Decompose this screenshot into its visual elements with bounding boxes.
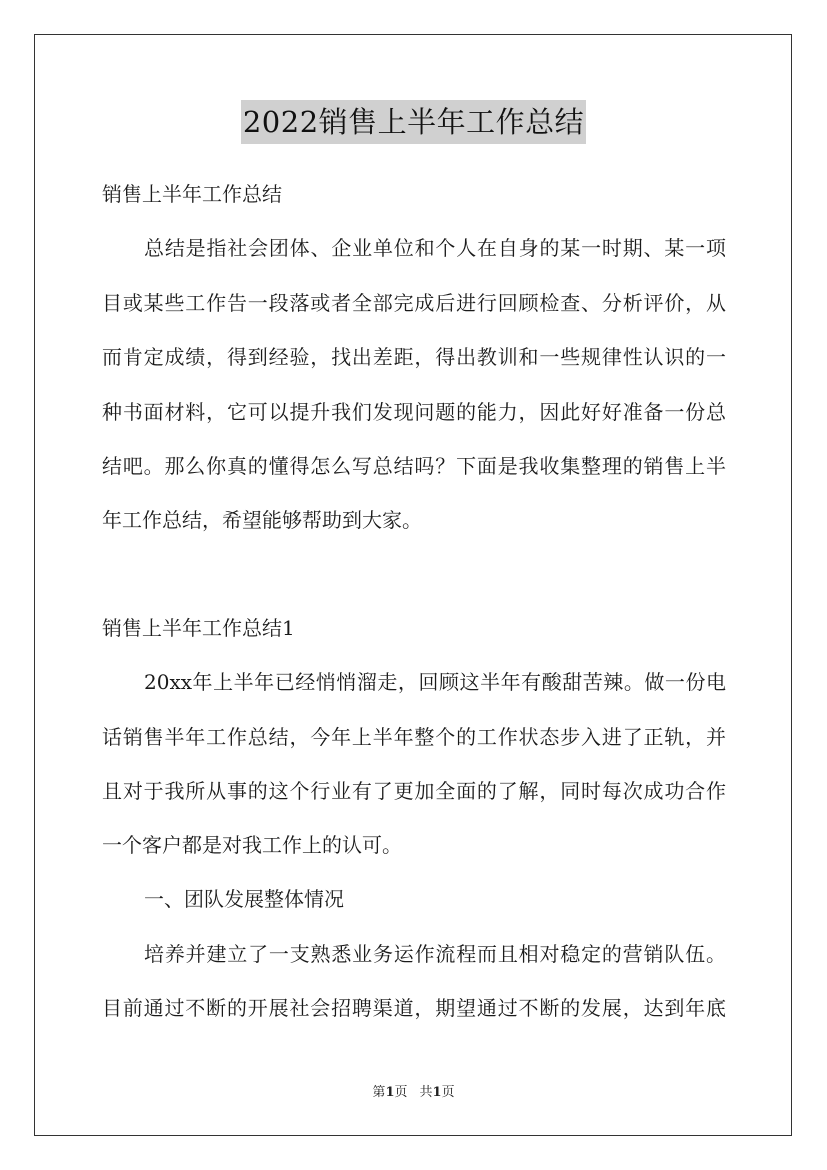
page-suffix: 页 <box>394 1085 408 1100</box>
intro-line: 总结是指社会团体、企业单位和个人在自身的某一时期、某一项 <box>144 236 726 260</box>
intro-line: 结吧。那么你真的懂得怎么写总结吗？下面是我收集整理的销售上半 <box>102 454 726 478</box>
total-prefix: 共 <box>419 1085 433 1100</box>
section-line: 话销售半年工作总结，今年上半年整个的工作状态步入进了正轨，并 <box>102 725 726 749</box>
document-title: 2022销售上半年工作总结 <box>241 100 586 144</box>
section-heading: 一、团队发展整体情况 <box>144 887 344 911</box>
page-footer <box>0 1084 827 1102</box>
intro-line: 目或某些工作告一段落或者全部完成后进行回顾检查、分析评价，从 <box>102 291 726 315</box>
total-suffix: 页 <box>441 1085 455 1100</box>
page-prefix: 第 <box>372 1085 386 1100</box>
document-subtitle: 销售上半年工作总结 <box>102 182 282 206</box>
total-number: 1 <box>432 1085 442 1100</box>
section-line: 目前通过不断的开展社会招聘渠道，期望通过不断的发展，达到年底 <box>102 996 726 1020</box>
intro-line: 而肯定成绩，得到经验，找出差距，得出教训和一些规律性认识的一 <box>102 345 726 369</box>
intro-line: 年工作总结，希望能够帮助到大家。 <box>102 508 422 532</box>
section-line: 且对于我所从事的这个行业有了更加全面的了解，同时每次成功合作 <box>102 779 726 803</box>
title-container <box>0 100 827 144</box>
page-number: 1 <box>385 1085 395 1100</box>
section-line: 一个客户都是对我工作上的认可。 <box>102 833 402 857</box>
section-title: 销售上半年工作总结1 <box>102 616 295 640</box>
section-line: 培养并建立了一支熟悉业务运作流程而且相对稳定的营销队伍。 <box>144 942 726 966</box>
section-line: 20xx年上半年已经悄悄溜走，回顾这半年有酸甜苦辣。做一份电 <box>144 670 726 694</box>
intro-line: 种书面材料，它可以提升我们发现问题的能力，因此好好准备一份总 <box>102 400 726 424</box>
